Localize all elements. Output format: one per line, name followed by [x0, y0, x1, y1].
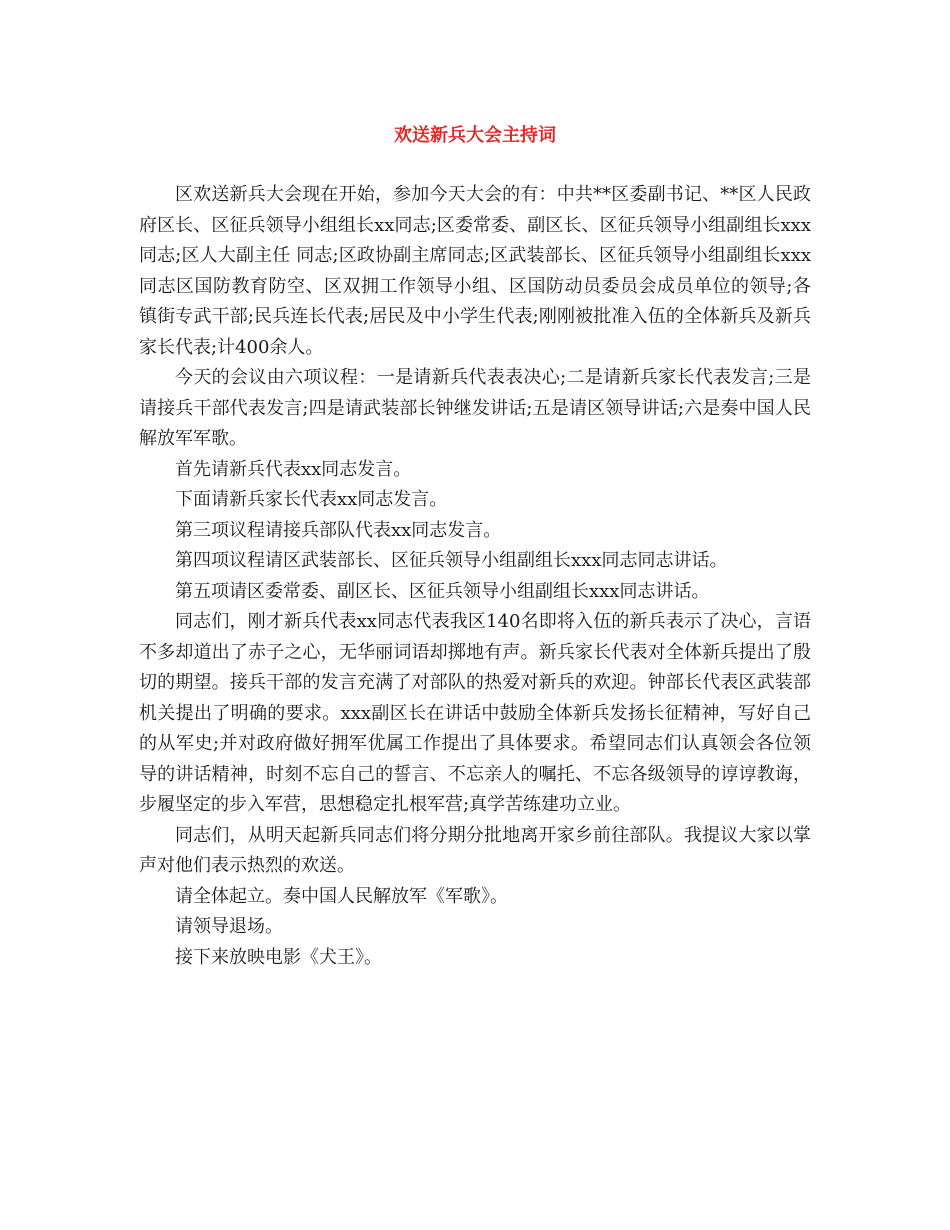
paragraph-farewell: 同志们，从明天起新兵同志们将分期分批地离开家乡前往部队。我提议大家以掌声对他们表示热烈的欢送。 [139, 824, 811, 876]
document-body [139, 180, 811, 973]
paragraph-recruit-speech: 首先请新兵代表xx同志发言。 [175, 458, 412, 480]
paragraph-summary: 同志们，刚才新兵代表xx同志代表我区140名即将入伍的新兵表示了决心，言语不多却道出了赤子之心，无华丽词语却掷地有声。新兵家长代表对全体新兵提出了殷切的期望。接兵干部的发言充满了对部队的热爱对新兵的欢迎。钟部长代表区武装部机关提出了明确的要求。xxx副区长在讲话中鼓励全体新兵发扬长征精神，写好自己的从军史;并对政府做好拥军优属工作提出了具体要求。希望同志们认真领会各位领导的讲话精神，时刻不忘自己的誓言、不忘亲人的嘱托、不忘各级领导的谆谆教诲，步履坚定的步入军营，思想稳定扎根军营;真学苦练建功立业。 [139, 611, 811, 815]
paragraph-attendees: 区欢送新兵大会现在开始，参加今天大会的有：中共**区委副书记、**区人民政府区长、区征兵领导小组组长xx同志;区委常委、副区长、区征兵领导小组副组长xxx同志;区人大副主任 同志;区政协副主席同志;区武装部长、区征兵领导小组副组长xxx同志区国防教育防空、区双拥工作领导小组、区国防动员委员会成员单位的领导;各镇街专武干部;民兵连长代表;居民及中小学生代表;刚刚被批准入伍的全体新兵及新兵家长代表;计400余人。 [139, 184, 811, 358]
paragraph-agenda-4: 第四项议程请区武装部长、区征兵领导小组副组长xxx同志同志讲话。 [175, 550, 728, 571]
document-title: 欢送新兵大会主持词 [394, 125, 556, 146]
paragraph-leaders-exit: 请领导退场。 [175, 916, 283, 937]
paragraph-agenda-5: 第五项请区委常委、副区长、区征兵领导小组副组长xxx同志讲话。 [175, 580, 710, 602]
paragraph-agenda: 今天的会议由六项议程：一是请新兵代表表决心;二是请新兵家长代表发言;三是请接兵干部代表发言;四是请武装部长钟继发讲话;五是请区领导讲话;六是奏中国人民解放军军歌。 [139, 367, 811, 449]
paragraph-anthem: 请全体起立。奏中国人民解放军《军歌》。 [175, 885, 508, 907]
paragraph-parent-speech: 下面请新兵家长代表xx同志发言。 [175, 489, 448, 510]
paragraph-agenda-3: 第三项议程请接兵部队代表xx同志发言。 [175, 519, 502, 541]
paragraph-movie: 接下来放映电影《犬王》。 [175, 946, 382, 968]
